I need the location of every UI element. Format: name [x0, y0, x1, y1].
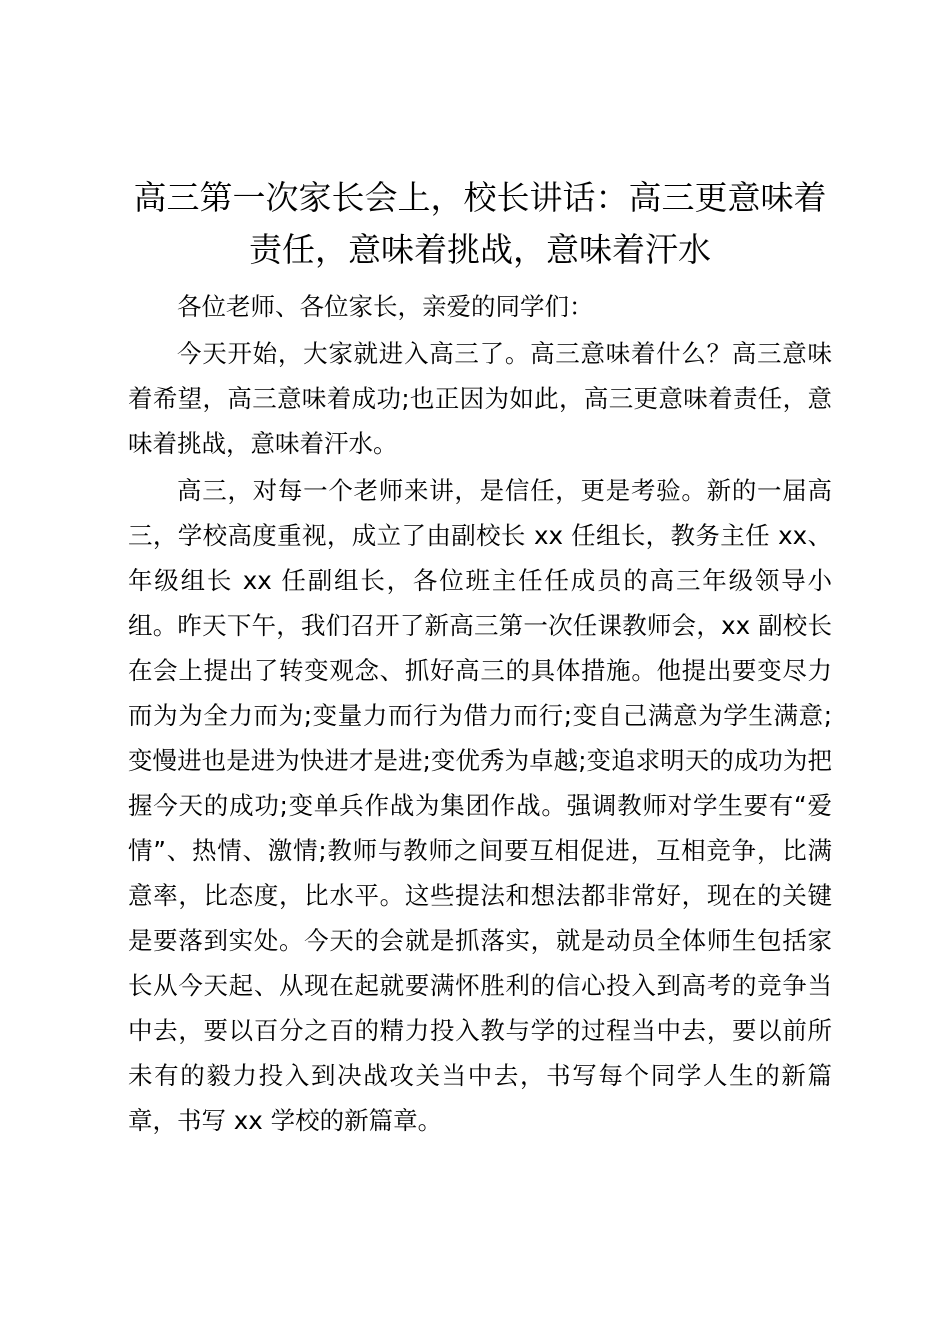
body-paragraph: 今天开始，大家就进入高三了。高三意味着什么？高三意味着希望，高三意味着成功;也正因为如此，高三更意味着责任，意味着挑战，意味着汗水。 — [128, 339, 832, 458]
document-body — [128, 284, 832, 1143]
greeting-paragraph: 各位老师、各位家长，亲爱的同学们： — [177, 292, 594, 321]
document-title: 高三第一次家长会上，校长讲话：高三更意味着责任，意味着挑战，意味着汗水 — [133, 178, 827, 269]
document-page — [128, 172, 832, 1143]
body-paragraph: 高三，对每一个老师来讲，是信任，更是考验。新的一届高三，学校高度重视，成立了由副校长 xx 任组长，教务主任 xx、年级组长 xx 任副组长，各位班主任任成员的高三年级领导小组。昨天下午，我们召开了新高三第一次任课教师会，xx 副校长在会上提出了转变观念、抓好高三的具体措施。他提出要变尽力而为为全力而为;变量力而行为借力而行;变自己满意为学生满意;变慢进也是进为快进才是进;变优秀为卓越;变追求明天的成功为把握今天的成功;变单兵作战为集团作战。强调教师对学生要有“爱情”、热情、激情;教师与教师之间要互相促进，互相竞争，比满意率，比态度，比水平。这些提法和想法都非常好，现在的关键是要落到实处。今天的会就是抓落实，就是动员全体师生包括家长从今天起、从现在起就要满怀胜利的信心投入到高考的竞争当中去，要以百分之百的精力投入教与学的过程当中去，要以前所未有的毅力投入到决战攻关当中去，书写每个同学人生的新篇章，书写 xx 学校的新篇章。 — [128, 476, 832, 1135]
